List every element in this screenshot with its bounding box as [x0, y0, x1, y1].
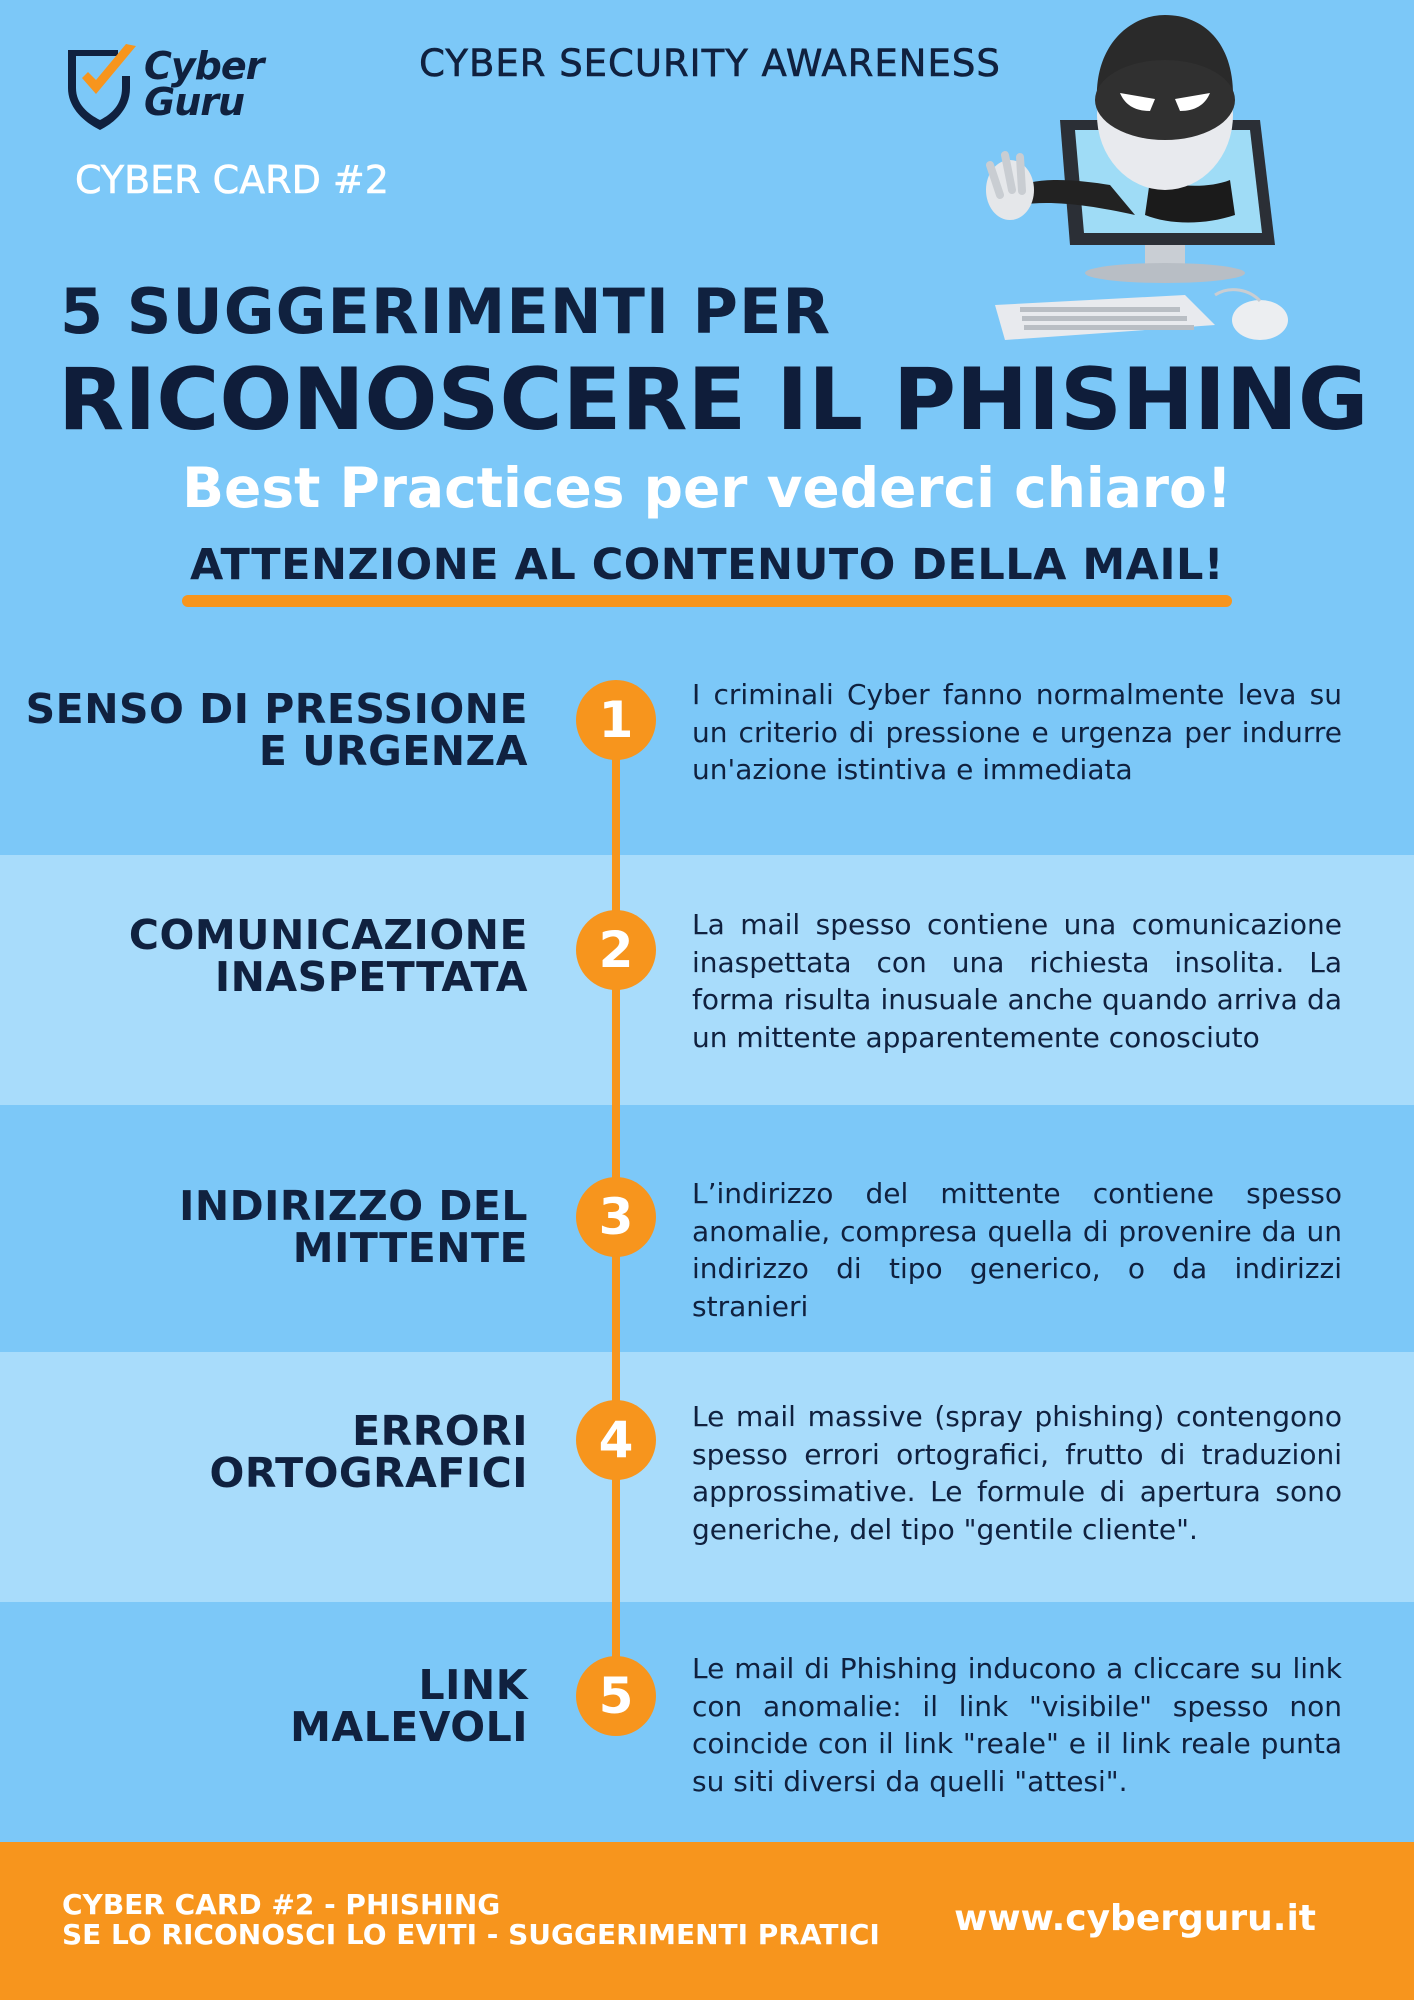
tip-title-line: ERRORI [352, 1407, 528, 1455]
tip-description: La mail spesso contiene una comunicazione inaspettata con una richiesta insolita. La forma risulta inusuale anche quando arriva da un mittente apparentemente conosciuto [692, 908, 1342, 1054]
tip-description: Le mail massive (spray phishing) contengono spesso errori ortografici, frutto di traduzioni approssimative. Le formule di apertura sono generiche, del tipo "gentile cliente". [692, 1400, 1342, 1546]
tip-title-line: INDIRIZZO DEL [179, 1182, 528, 1230]
tip-title-line: COMUNICAZIONE [128, 911, 528, 959]
footer-caption-line: SE LO RICONOSCI LO EVITI - SUGGERIMENTI PRATICI [62, 1918, 880, 1951]
section-heading: ATTENZIONE AL CONTENUTO DELLA MAIL! [190, 540, 1224, 590]
section-heading-underline [182, 595, 1232, 607]
hacker-computer-illustration [960, 5, 1320, 345]
title-line-1: 5 SUGGERIMENTI PER [60, 275, 832, 348]
footer-caption-line: CYBER CARD #2 - PHISHING [62, 1888, 501, 1921]
tip-description: Le mail di Phishing inducono a cliccare su link con anomalie: il link "visibile" spesso non coincide con il link "reale" e il link reale punta su siti diversi da quelli "attesi". [692, 1652, 1342, 1798]
website-link[interactable]: www.cyberguru.it [954, 1898, 1316, 1939]
tip-title-line: MITTENTE [292, 1224, 528, 1272]
tip-title-line: SENSO DI PRESSIONE [25, 685, 528, 733]
tip-title [8, 1182, 528, 1272]
footer-caption [62, 1890, 880, 1950]
tip-number-badge: 3 [576, 1177, 656, 1257]
subtitle: Best Practices per vederci chiaro! [182, 456, 1232, 520]
cyber-guru-logo [62, 42, 272, 132]
tip-title-line: INASPETTATA [214, 953, 528, 1001]
tip-description: L’indirizzo del mittente contiene spesso anomalie, compresa quella di provenire da un indirizzo di tipo generico, o da indirizzi stranieri [692, 1177, 1342, 1323]
tip-number-badge: 4 [576, 1400, 656, 1480]
tip-number-badge: 2 [576, 910, 656, 990]
footer [0, 1842, 1414, 2000]
tip-number-badge: 1 [576, 680, 656, 760]
tip-title [8, 911, 528, 1001]
tip-number-badge: 5 [576, 1656, 656, 1736]
tip-title-line: ORTOGRAFICI [209, 1449, 528, 1497]
logo-word-cyber: Cyber [144, 44, 264, 88]
tip-title-line: LINK [418, 1661, 528, 1709]
card-label: CYBER CARD #2 [75, 158, 389, 202]
tip-description: I criminali Cyber fanno normalmente leva su un criterio di pressione e urgenza per indurre un'azione istintiva e immediata [692, 678, 1342, 786]
tip-title-line: E URGENZA [258, 727, 528, 775]
logo-word-guru: Guru [144, 80, 245, 124]
title-line-2: RICONOSCERE IL PHISHING [58, 350, 1369, 450]
logo-wordmark [144, 44, 264, 124]
shield-check-icon [62, 42, 140, 132]
tip-title [8, 685, 528, 775]
tip-title [8, 1407, 528, 1497]
tip-title-line: MALEVOLI [290, 1703, 528, 1751]
top-tagline: CYBER SECURITY AWARENESS [419, 42, 1001, 85]
tip-title [8, 1661, 528, 1751]
